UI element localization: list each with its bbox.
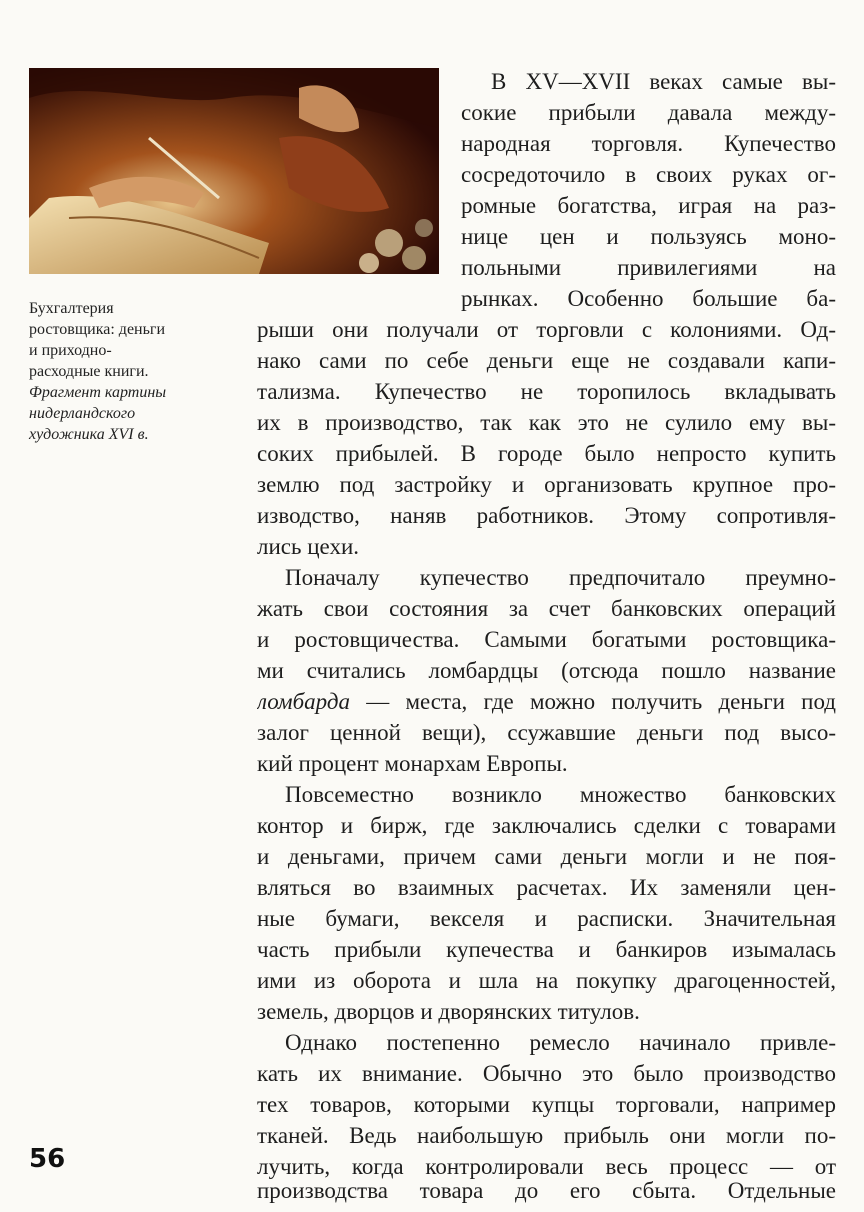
text-line: сокие прибыли давала между-: [461, 100, 836, 125]
text-line: кать их внимание. Обычно это было производство: [257, 1061, 836, 1086]
italic-term: ломбарда: [257, 689, 351, 714]
text-line: и ростовщичества. Самыми богатыми ростовщика-: [257, 627, 836, 652]
figure-caption: [29, 298, 219, 445]
text-line: жать свои состояния за счет банковских операций: [257, 596, 836, 621]
text-line: соких прибылей. В городе было непросто купить: [257, 441, 836, 466]
text-line-with-italic: [257, 686, 836, 717]
text-line: часть прибыли купечества и банкиров изымалась: [257, 937, 836, 962]
text-line: ми считались ломбардцы (отсюда пошло название: [257, 658, 836, 683]
text-line: народная торговля. Купечество: [461, 131, 836, 156]
caption-line: Бухгалтерия: [29, 300, 114, 317]
text-line: тех товаров, которыми купцы торговали, например: [257, 1092, 836, 1117]
text-line: Повсеместно возникло множество банковских: [285, 782, 836, 807]
text-line: рыши они получали от торговли с колониями. Од-: [257, 317, 836, 342]
caption-line-italic: Фрагмент картины: [29, 384, 167, 401]
caption-line-italic: художника XVI в.: [29, 426, 149, 443]
text-line-rest: — места, где можно получить деньги под: [366, 689, 836, 714]
caption-line-italic: нидерландского: [29, 405, 136, 422]
text-line: вляться во взаимных расчетах. Их заменяли цен-: [257, 875, 836, 900]
page-number: 56: [29, 1144, 66, 1174]
text-line: изводство, наняв работников. Этому сопротивля-: [257, 503, 836, 528]
text-line: тализма. Купечество не торопилось вкладывать: [257, 379, 836, 404]
text-line: нако сами по себе деньги еще не создавали капи-: [257, 348, 836, 373]
text-line: сосредоточило в своих руках ог-: [461, 162, 836, 187]
text-line: лучить, когда контролировали весь процесс — от: [257, 1154, 836, 1179]
text-line: ими из оборота и шла на покупку драгоценностей,: [257, 968, 836, 993]
text-line: землю под застройку и организовать крупное про-: [257, 472, 836, 497]
text-line: контор и бирж, где заключались сделки с товарами: [257, 813, 836, 838]
text-line: Поначалу купечество предпочитало преумно-: [285, 565, 836, 590]
painting-fragment-image: [29, 68, 439, 274]
text-line: польными привилегиями на: [461, 255, 836, 280]
text-line: кий процент монархам Европы.: [257, 751, 568, 776]
text-line: ные бумаги, векселя и расписки. Значительная: [257, 906, 836, 931]
text-line: лись цехи.: [257, 534, 360, 559]
text-line: тканей. Ведь наибольшую прибыль они могли по-: [257, 1123, 836, 1148]
text-line: и деньгами, причем сами деньги могли и не поя-: [257, 844, 836, 869]
text-line: залог ценной вещи), ссужавшие деньги под высо-: [257, 720, 836, 745]
caption-line: ростовщика: деньги: [29, 321, 166, 338]
caption-line: расходные книги.: [29, 363, 149, 380]
text-line: земель, дворцов и дворянских титулов.: [257, 999, 640, 1024]
text-line: их в производство, так как это не сулило ему вы-: [257, 410, 836, 435]
text-line: В XV—XVII веках самые вы-: [491, 69, 836, 94]
text-line: нице цен и пользуясь моно-: [461, 224, 836, 249]
text-line: производства товара до его сбыта. Отдельные: [257, 1178, 836, 1203]
caption-line: и приходно-: [29, 342, 112, 359]
text-line: Однако постепенно ремесло начинало привле-: [285, 1030, 836, 1055]
text-line: рынках. Особенно большие ба-: [461, 286, 836, 311]
text-line: ромные богатства, играя на раз-: [461, 193, 836, 218]
